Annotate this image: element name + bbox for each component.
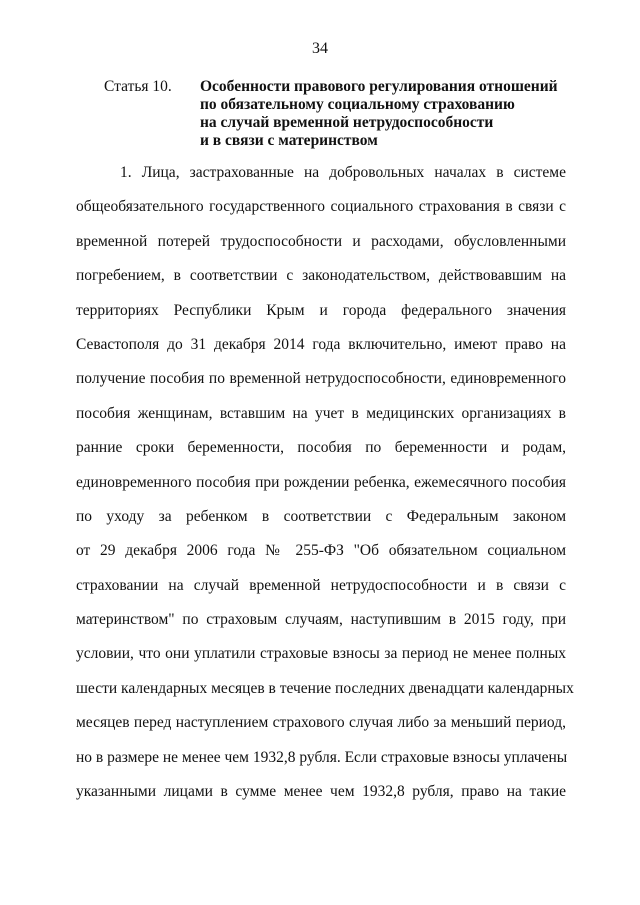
body-line: ранние сроки беременности, пособия по беременности и родам,: [76, 439, 566, 457]
body-line: месяцев перед наступлением страхового случая либо за меньший период,: [76, 714, 566, 732]
article-label: Статья 10.: [104, 78, 172, 95]
body-line: указанными лицами в сумме менее чем 1932,8 рубля, право на такие: [76, 783, 566, 801]
body-line: 1. Лица, застрахованные на добровольных началах в системе: [120, 164, 566, 181]
body-line: страховании на случай временной нетрудоспособности и в связи с: [76, 576, 566, 594]
body-line: получение пособия по временной нетрудоспособности, единовременного: [76, 370, 566, 388]
article-title-line: на случай временной нетрудоспособности: [200, 114, 494, 131]
body-line: пособия женщинам, вставшим на учет в медицинских организациях в: [76, 404, 566, 422]
article-title-line: Особенности правового регулирования отношений: [200, 78, 558, 95]
article-title-line: по обязательному социальному страхованию: [200, 96, 515, 113]
article-body: [76, 161, 574, 814]
page-number: 34: [312, 40, 328, 57]
body-line: погребением, в соответствии с законодательством, действовавшим на: [76, 267, 566, 285]
body-line: Севастополя до 31 декабря 2014 года включительно, имеют право на: [76, 335, 566, 353]
body-line: единовременного пособия при рождении ребенка, ежемесячного пособия: [76, 473, 566, 491]
body-line: от 29 декабря 2006 года № 255-ФЗ "Об обязательном социальном: [76, 542, 566, 560]
body-line: по уходу за ребенком в соответствии с Федеральным законом: [76, 507, 566, 525]
body-line: материнством" по страховым случаям, наступившим в 2015 году, при: [76, 611, 566, 629]
article-title-line: и в связи с материнством: [200, 132, 378, 149]
article-title: [200, 78, 558, 150]
body-line: территориях Республики Крым и города федерального значения: [76, 301, 566, 319]
body-line: шести календарных месяцев в течение последних двенадцати календарных: [76, 679, 574, 697]
body-line: условии, что они уплатили страховые взносы за период не менее полных: [76, 645, 566, 663]
body-line: общеобязательного государственного социального страхования в связи с: [76, 198, 566, 216]
body-line: временной потерей трудоспособности и расходами, обусловленными: [76, 232, 566, 250]
body-line: но в размере не менее чем 1932,8 рубля. Если страховые взносы уплачены: [76, 748, 568, 766]
